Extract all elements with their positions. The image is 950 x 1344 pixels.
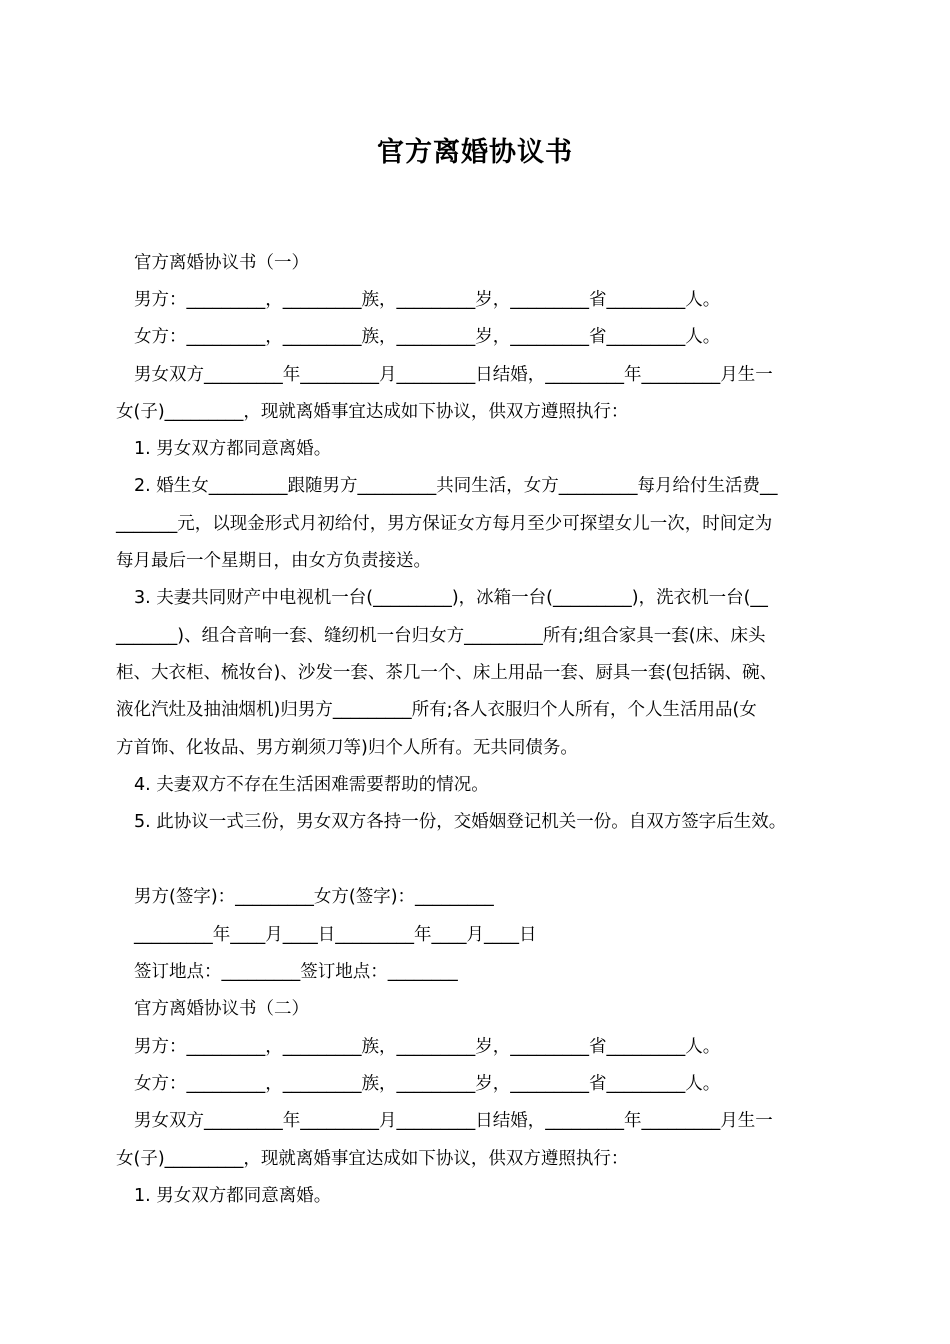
paragraph-line: 1. 男女双方都同意离婚。	[134, 1186, 332, 1206]
paragraph-line: 4. 夫妻双方不存在生活困难需要帮助的情况。	[134, 775, 489, 795]
paragraph-line: 方首饰、化妆品、男方剃须刀等)归个人所有。无共同债务。	[116, 738, 578, 758]
paragraph-line: 3. 夫妻共同财产中电视机一台(_________)，冰箱一台(_________)，洗衣机一台(__	[134, 588, 768, 608]
section-heading: 官方离婚协议书（一）	[134, 253, 309, 273]
paragraph-line: _______元，以现金形式月初给付，男方保证女方每月至少可探望女儿一次，时间定为	[116, 514, 773, 534]
paragraph-line: 男女双方_________年_________月_________日结婚，_________年_________月生一	[134, 365, 773, 385]
paragraph-line: 液化汽灶及抽油烟机)归男方_________所有;各人衣服归个人所有，个人生活用品(女	[116, 700, 757, 720]
paragraph-line: 每月最后一个星期日，由女方负责接送。	[116, 551, 431, 571]
document-title: 官方离婚协议书	[377, 137, 573, 168]
paragraph-line: 男女双方_________年_________月_________日结婚，_________年_________月生一	[134, 1111, 773, 1131]
paragraph-line: 女(子)_________，现就离婚事宜达成如下协议，供双方遵照执行：	[116, 402, 629, 422]
paragraph-line: 女(子)_________，现就离婚事宜达成如下协议，供双方遵照执行：	[116, 1149, 629, 1169]
location-line: 签订地点：_________签订地点：________	[134, 962, 458, 982]
paragraph-line: 5. 此协议一式三份，男女双方各持一份，交婚姻登记机关一份。自双方签字后生效。	[134, 812, 787, 832]
paragraph-line: 女方：_________，_________族，_________岁，_________省_________人。	[134, 327, 721, 347]
paragraph-line: _______)、组合音响一套、缝纫机一台归女方_________所有;组合家具一套(床、床头	[116, 626, 766, 646]
paragraph-line: 女方：_________，_________族，_________岁，_________省_________人。	[134, 1074, 721, 1094]
section-heading: 官方离婚协议书（二）	[134, 999, 309, 1019]
paragraph-line: 柜、大衣柜、梳妆台)、沙发一套、茶几一个、床上用品一套、厨具一套(包括锅、碗、	[116, 663, 778, 683]
paragraph-line: 2. 婚生女_________跟随男方_________共同生活，女方_________每月给付生活费__	[134, 476, 778, 496]
paragraph-line: 男方：_________，_________族，_________岁，_________省_________人。	[134, 1037, 721, 1057]
paragraph-line: 男方：_________，_________族，_________岁，_________省_________人。	[134, 290, 721, 310]
signature-line: 男方(签字)：_________女方(签字)：_________	[134, 887, 494, 907]
date-line: _________年____月____日_________年____月____日	[134, 925, 537, 945]
paragraph-line: 1. 男女双方都同意离婚。	[134, 439, 332, 459]
